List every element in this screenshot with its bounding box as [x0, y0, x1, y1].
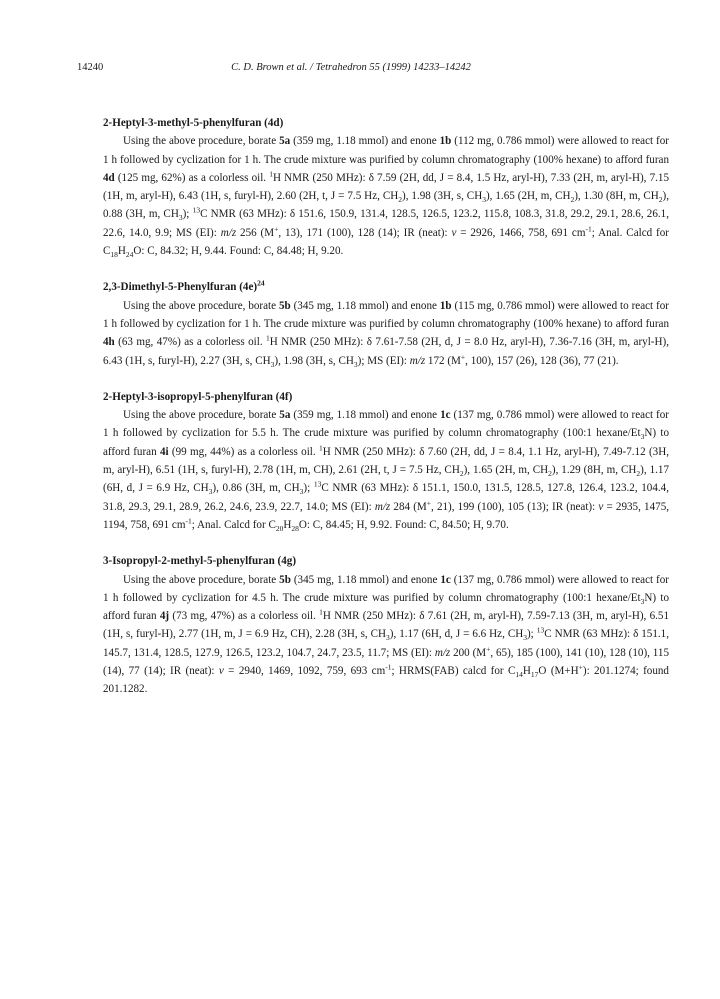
compound-procedure: Using the above procedure, borate 5b (345 mg, 1.18 mmol) and enone 1c (137 mg, 0.786 mmol) were allowed to react for 1 h followed by cyclization for 4.5 h. The crude mixture was purified by column chromatography (100:1 hexane/$Et_3N$) to afford furan 4j (73 mg, 47%) as a colorless oil. $^1$H NMR (250 MHz): δ 7.61 (2H, m, aryl-H), 7.59-7.13 (3H, m, aryl-H), 6.51 (1H, s, furyl-H), 2.77 (1H, m, J = 6.9 Hz, CH), 2.28 (3H, s, $CH_3$), 1.17 (6H, d, J = 6.6 Hz, $CH_3$); $^{13}$C NMR (63 MHz): δ 151.1, 145.7, 131.4, 128.5, 127.9, 126.5, 123.2, 104.7, 24.7, 23.5, 11.7; MS (EI): m/z 200 (M+, 65), 185 (100), 141 (10), 128 (10), 115 (14), 77 (14); IR (neat): v = 2940, 1469, 1092, 759, 693 $cm^{-1}$; HRMS(FAB) calcd for $C_{14}H_{17}O$ (M+H+): 201.1274; found 201.1282. — [103, 573, 670, 696]
compound-entry-4g — [103, 552, 669, 698]
compound-title: 2-Heptyl-3-methyl-5-phenylfuran (4d) — [103, 117, 284, 129]
compound-procedure: Using the above procedure, borate 5b (345 mg, 1.18 mmol) and enone 1b (115 mg, 0.786 mmol) were allowed to react for 1 h followed by cyclization for 1 h. The crude mixture was purified by column chromatography (100% hexane) to afford furan 4h (63 mg, 47%) as a colorless oil. $^1$H NMR (250 MHz): δ 7.61-7.58 (2H, d, J = 8.0 Hz, aryl-H), 7.36-7.16 (3H, m, aryl-H), 6.43 (1H, s, furyl-H), 2.27 (3H, s, $CH_3$), 1.98 (3H, s, $CH_3$); MS (EI): m/z 172 (M+, 100), 157 (26), 128 (36), 77 (21). — [103, 299, 669, 369]
compound-procedure: Using the above procedure, borate 5a (359 mg, 1.18 mmol) and enone 1c (137 mg, 0.786 mmol) were allowed to react for 1 h followed by cyclization for 5.5 h. The crude mixture was purified by column chromatography (100:1 hexane/$Et_3N$) to afford furan 4i (99 mg, 44%) as a colorless oil. $^1$H NMR (250 MHz): δ 7.60 (2H, dd, J = 8.4, 1.1 Hz, aryl-H), 7.49-7.12 (3H, m, aryl-H), 6.51 (1H, s, furyl-H), 2.78 (1H, m, CH), 2.61 (2H, t, J = 7.5 Hz, $CH_2$), 1.65 (2H, m, $CH_2$), 1.29 (8H, m, $CH_2$), 1.17 (6H, d, J = 6.9 Hz, $CH_3$), 0.86 (3H, m, $CH_3$); $^{13}$C NMR (63 MHz): δ 151.1, 150.0, 131.5, 128.5, 127.8, 126.4, 123.2, 104.4, 31.8, 29.3, 29.1, 28.9, 26.2, 24.6, 23.9, 22.7, 14.0; MS (EI): m/z 284 (M+, 21), 199 (100), 105 (13); IR (neat): v = 2935, 1475, 1194, 758, 691 $cm^{-1}$; Anal. Calcd for $C_{20}H_{28}O$: C, 84.45; H, 9.92. Found: C, 84.50; H, 9.70. — [103, 409, 670, 534]
compound-title: 2-Heptyl-3-isopropyl-5-phenylfuran (4f) — [103, 390, 293, 403]
compound-entry-4d — [103, 114, 669, 260]
compound-entry-4f — [103, 388, 669, 534]
experimental-section — [103, 114, 669, 717]
compound-entry-4e — [103, 278, 669, 369]
compound-procedure: Using the above procedure, borate 5a (359 mg, 1.18 mmol) and enone 1b (112 mg, 0.786 mmol) were allowed to react for 1 h followed by cyclization for 1 h. The crude mixture was purified by column chromatography (100% hexane) to afford furan 4d (125 mg, 62%) as a colorless oil. $^1$H NMR (250 MHz): δ 7.59 (2H, dd, J = 8.4, 1.5 Hz, aryl-H), 7.33 (2H, m, aryl-H), 7.15 (1H, m, aryl-H), 6.43 (1H, s, furyl-H), 2.60 (2H, t, J = 7.5 Hz, $CH_2$), 1.98 (3H, s, $CH_3$), 1.65 (2H, m, $CH_2$), 1.30 (8H, m, $CH_2$), 0.88 (3H, m, $CH_3$); $^{13}$C NMR (63 MHz): δ 151.6, 150.9, 131.4, 128.5, 126.5, 123.2, 115.8, 108.3, 31.8, 29.2, 29.1, 28.6, 26.1, 22.6, 14.0, 9.9; MS (EI): m/z 256 (M+, 13), 171 (100), 128 (14); IR (neat): v = 2926, 1466, 758, 691 $cm^{-1}$; Anal. Calcd for $C_{18}H_{24}O$: C, 84.32; H, 9.44. Found: C, 84.48; H, 9.20. — [103, 135, 669, 260]
running-head: C. D. Brown et al. / Tetrahedron 55 (1999) 14233–14242 — [231, 62, 471, 73]
page-number: 14240 — [77, 62, 104, 73]
compound-title: 2,3-Dimethyl-5-Phenylfuran $(4e)^{24}$ — [103, 278, 265, 294]
compound-title: 3-Isopropyl-2-methyl-5-phenylfuran (4g) — [103, 555, 297, 568]
